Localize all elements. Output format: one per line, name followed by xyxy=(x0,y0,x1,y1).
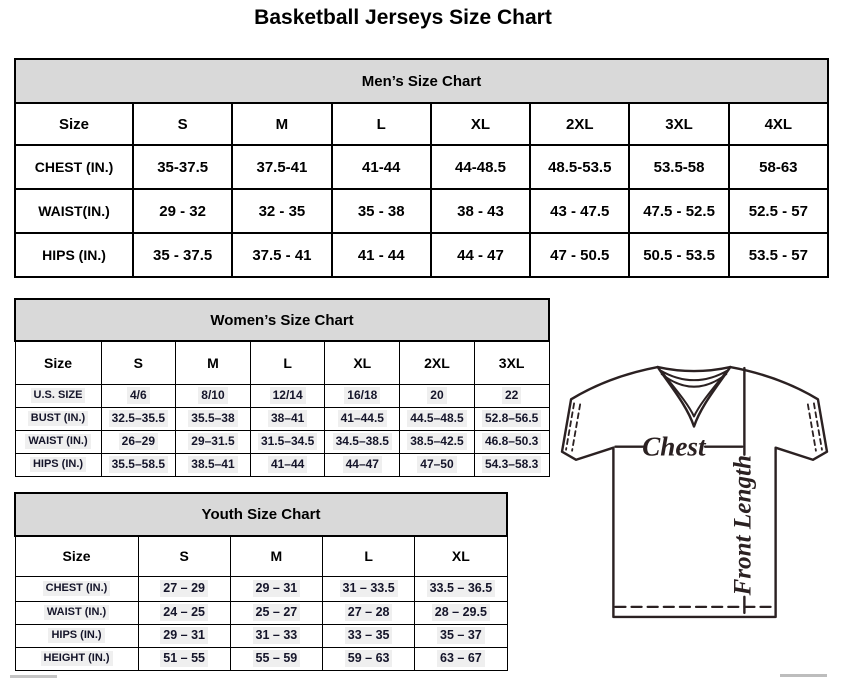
mens-cell: 37.5-41 xyxy=(232,145,331,189)
womens-size-header: Size xyxy=(15,341,101,384)
jersey-outline xyxy=(562,367,827,617)
womens-size-chart-table xyxy=(14,298,550,477)
womens-cell: 32.5–35.5 xyxy=(101,407,176,430)
mens-size-col-3XL: 3XL xyxy=(629,103,728,145)
youth-cell: 33 – 35 xyxy=(323,624,415,647)
youth-row-label: HEIGHT (IN.) xyxy=(15,647,138,670)
cropped-fragment-bottom-right xyxy=(780,674,827,677)
youth-size-header: Size xyxy=(15,536,138,576)
youth-cell: 25 – 27 xyxy=(230,601,322,624)
youth-cell: 33.5 – 36.5 xyxy=(415,576,507,601)
womens-cell: 44–47 xyxy=(325,453,400,476)
youth-size-chart-table xyxy=(14,492,508,671)
mens-cell: 58-63 xyxy=(729,145,828,189)
youth-row xyxy=(15,624,507,647)
page-title: Basketball Jerseys Size Chart xyxy=(254,6,552,29)
youth-cell: 31 – 33.5 xyxy=(323,576,415,601)
womens-cell: 44.5–48.5 xyxy=(400,407,475,430)
youth-size-col-M: M xyxy=(230,536,322,576)
youth-cell: 29 – 31 xyxy=(230,576,322,601)
womens-cell: 12/14 xyxy=(250,384,325,407)
mens-size-col-4XL: 4XL xyxy=(729,103,828,145)
womens-row xyxy=(15,430,549,453)
youth-cell: 27 – 29 xyxy=(138,576,230,601)
mens-cell: 37.5 - 41 xyxy=(232,233,331,277)
womens-cell: 29–31.5 xyxy=(176,430,251,453)
front-length-label: Front Length xyxy=(729,454,757,596)
jersey-vneck-outer xyxy=(658,367,731,426)
womens-cell: 52.8–56.5 xyxy=(474,407,549,430)
mens-cell: 44 - 47 xyxy=(431,233,530,277)
mens-size-col-L: L xyxy=(332,103,431,145)
youth-row-label: CHEST (IN.) xyxy=(15,576,138,601)
cropped-fragment-bottom-left xyxy=(10,675,57,678)
mens-cell: 41 - 44 xyxy=(332,233,431,277)
mens-row-label: WAIST(IN.) xyxy=(15,189,133,233)
womens-cell: 26–29 xyxy=(101,430,176,453)
youth-chart-title: Youth Size Chart xyxy=(15,493,507,536)
jersey-collar-top xyxy=(658,367,731,371)
womens-cell: 34.5–38.5 xyxy=(325,430,400,453)
youth-cell: 55 – 59 xyxy=(230,647,322,670)
mens-cell: 32 - 35 xyxy=(232,189,331,233)
womens-cell: 8/10 xyxy=(176,384,251,407)
womens-cell: 35.5–58.5 xyxy=(101,453,176,476)
mens-cell: 47.5 - 52.5 xyxy=(629,189,728,233)
mens-cell: 50.5 - 53.5 xyxy=(629,233,728,277)
womens-cell: 47–50 xyxy=(400,453,475,476)
womens-size-col-2XL: 2XL xyxy=(400,341,475,384)
womens-chart-title: Women’s Size Chart xyxy=(15,299,549,341)
womens-row xyxy=(15,384,549,407)
jersey-diagram-svg xyxy=(556,358,832,624)
mens-cell: 35-37.5 xyxy=(133,145,232,189)
youth-cell: 27 – 28 xyxy=(323,601,415,624)
womens-cell: 35.5–38 xyxy=(176,407,251,430)
mens-cell: 48.5-53.5 xyxy=(530,145,629,189)
youth-cell: 28 – 29.5 xyxy=(415,601,507,624)
womens-cell: 4/6 xyxy=(101,384,176,407)
youth-row-label: HIPS (IN.) xyxy=(15,624,138,647)
mens-chart-title: Men’s Size Chart xyxy=(15,59,828,103)
womens-cell: 41–44.5 xyxy=(325,407,400,430)
youth-cell: 59 – 63 xyxy=(323,647,415,670)
mens-row-label: HIPS (IN.) xyxy=(15,233,133,277)
mens-cell: 35 - 37.5 xyxy=(133,233,232,277)
youth-size-col-S: S xyxy=(138,536,230,576)
womens-size-col-M: M xyxy=(176,341,251,384)
chest-label: Chest xyxy=(642,431,706,462)
womens-cell: 38.5–42.5 xyxy=(400,430,475,453)
womens-cell: 22 xyxy=(474,384,549,407)
jersey-measurement-diagram xyxy=(556,358,832,624)
mens-cell: 52.5 - 57 xyxy=(729,189,828,233)
mens-size-chart-table xyxy=(14,58,829,278)
mens-cell: 41-44 xyxy=(332,145,431,189)
mens-row xyxy=(15,189,828,233)
youth-row xyxy=(15,647,507,670)
mens-cell: 44-48.5 xyxy=(431,145,530,189)
mens-cell: 38 - 43 xyxy=(431,189,530,233)
youth-cell: 63 – 67 xyxy=(415,647,507,670)
womens-cell: 31.5–34.5 xyxy=(250,430,325,453)
womens-cell: 20 xyxy=(400,384,475,407)
womens-cell: 16/18 xyxy=(325,384,400,407)
mens-cell: 53.5-58 xyxy=(629,145,728,189)
youth-cell: 35 – 37 xyxy=(415,624,507,647)
womens-cell: 54.3–58.3 xyxy=(474,453,549,476)
mens-cell: 43 - 47.5 xyxy=(530,189,629,233)
youth-row-label: WAIST (IN.) xyxy=(15,601,138,624)
womens-size-col-L: L xyxy=(250,341,325,384)
mens-cell: 47 - 50.5 xyxy=(530,233,629,277)
mens-row xyxy=(15,145,828,189)
womens-row-label: HIPS (IN.) xyxy=(15,453,101,476)
womens-size-col-3XL: 3XL xyxy=(474,341,549,384)
youth-row xyxy=(15,601,507,624)
womens-row xyxy=(15,453,549,476)
womens-row-label: U.S. SIZE xyxy=(15,384,101,407)
youth-size-col-L: L xyxy=(323,536,415,576)
womens-row-label: WAIST (IN.) xyxy=(15,430,101,453)
mens-cell: 53.5 - 57 xyxy=(729,233,828,277)
womens-cell: 38–41 xyxy=(250,407,325,430)
youth-cell: 24 – 25 xyxy=(138,601,230,624)
youth-cell: 31 – 33 xyxy=(230,624,322,647)
youth-size-col-XL: XL xyxy=(415,536,507,576)
mens-size-col-XL: XL xyxy=(431,103,530,145)
womens-cell: 38.5–41 xyxy=(176,453,251,476)
mens-size-header: Size xyxy=(15,103,133,145)
womens-row-label: BUST (IN.) xyxy=(15,407,101,430)
mens-size-col-M: M xyxy=(232,103,331,145)
womens-row xyxy=(15,407,549,430)
womens-size-col-XL: XL xyxy=(325,341,400,384)
womens-size-col-S: S xyxy=(101,341,176,384)
mens-cell: 35 - 38 xyxy=(332,189,431,233)
mens-row-label: CHEST (IN.) xyxy=(15,145,133,189)
youth-cell: 29 – 31 xyxy=(138,624,230,647)
youth-row xyxy=(15,576,507,601)
youth-cell: 51 – 55 xyxy=(138,647,230,670)
mens-size-col-2XL: 2XL xyxy=(530,103,629,145)
womens-cell: 41–44 xyxy=(250,453,325,476)
mens-cell: 29 - 32 xyxy=(133,189,232,233)
womens-cell: 46.8–50.3 xyxy=(474,430,549,453)
mens-row xyxy=(15,233,828,277)
mens-size-col-S: S xyxy=(133,103,232,145)
